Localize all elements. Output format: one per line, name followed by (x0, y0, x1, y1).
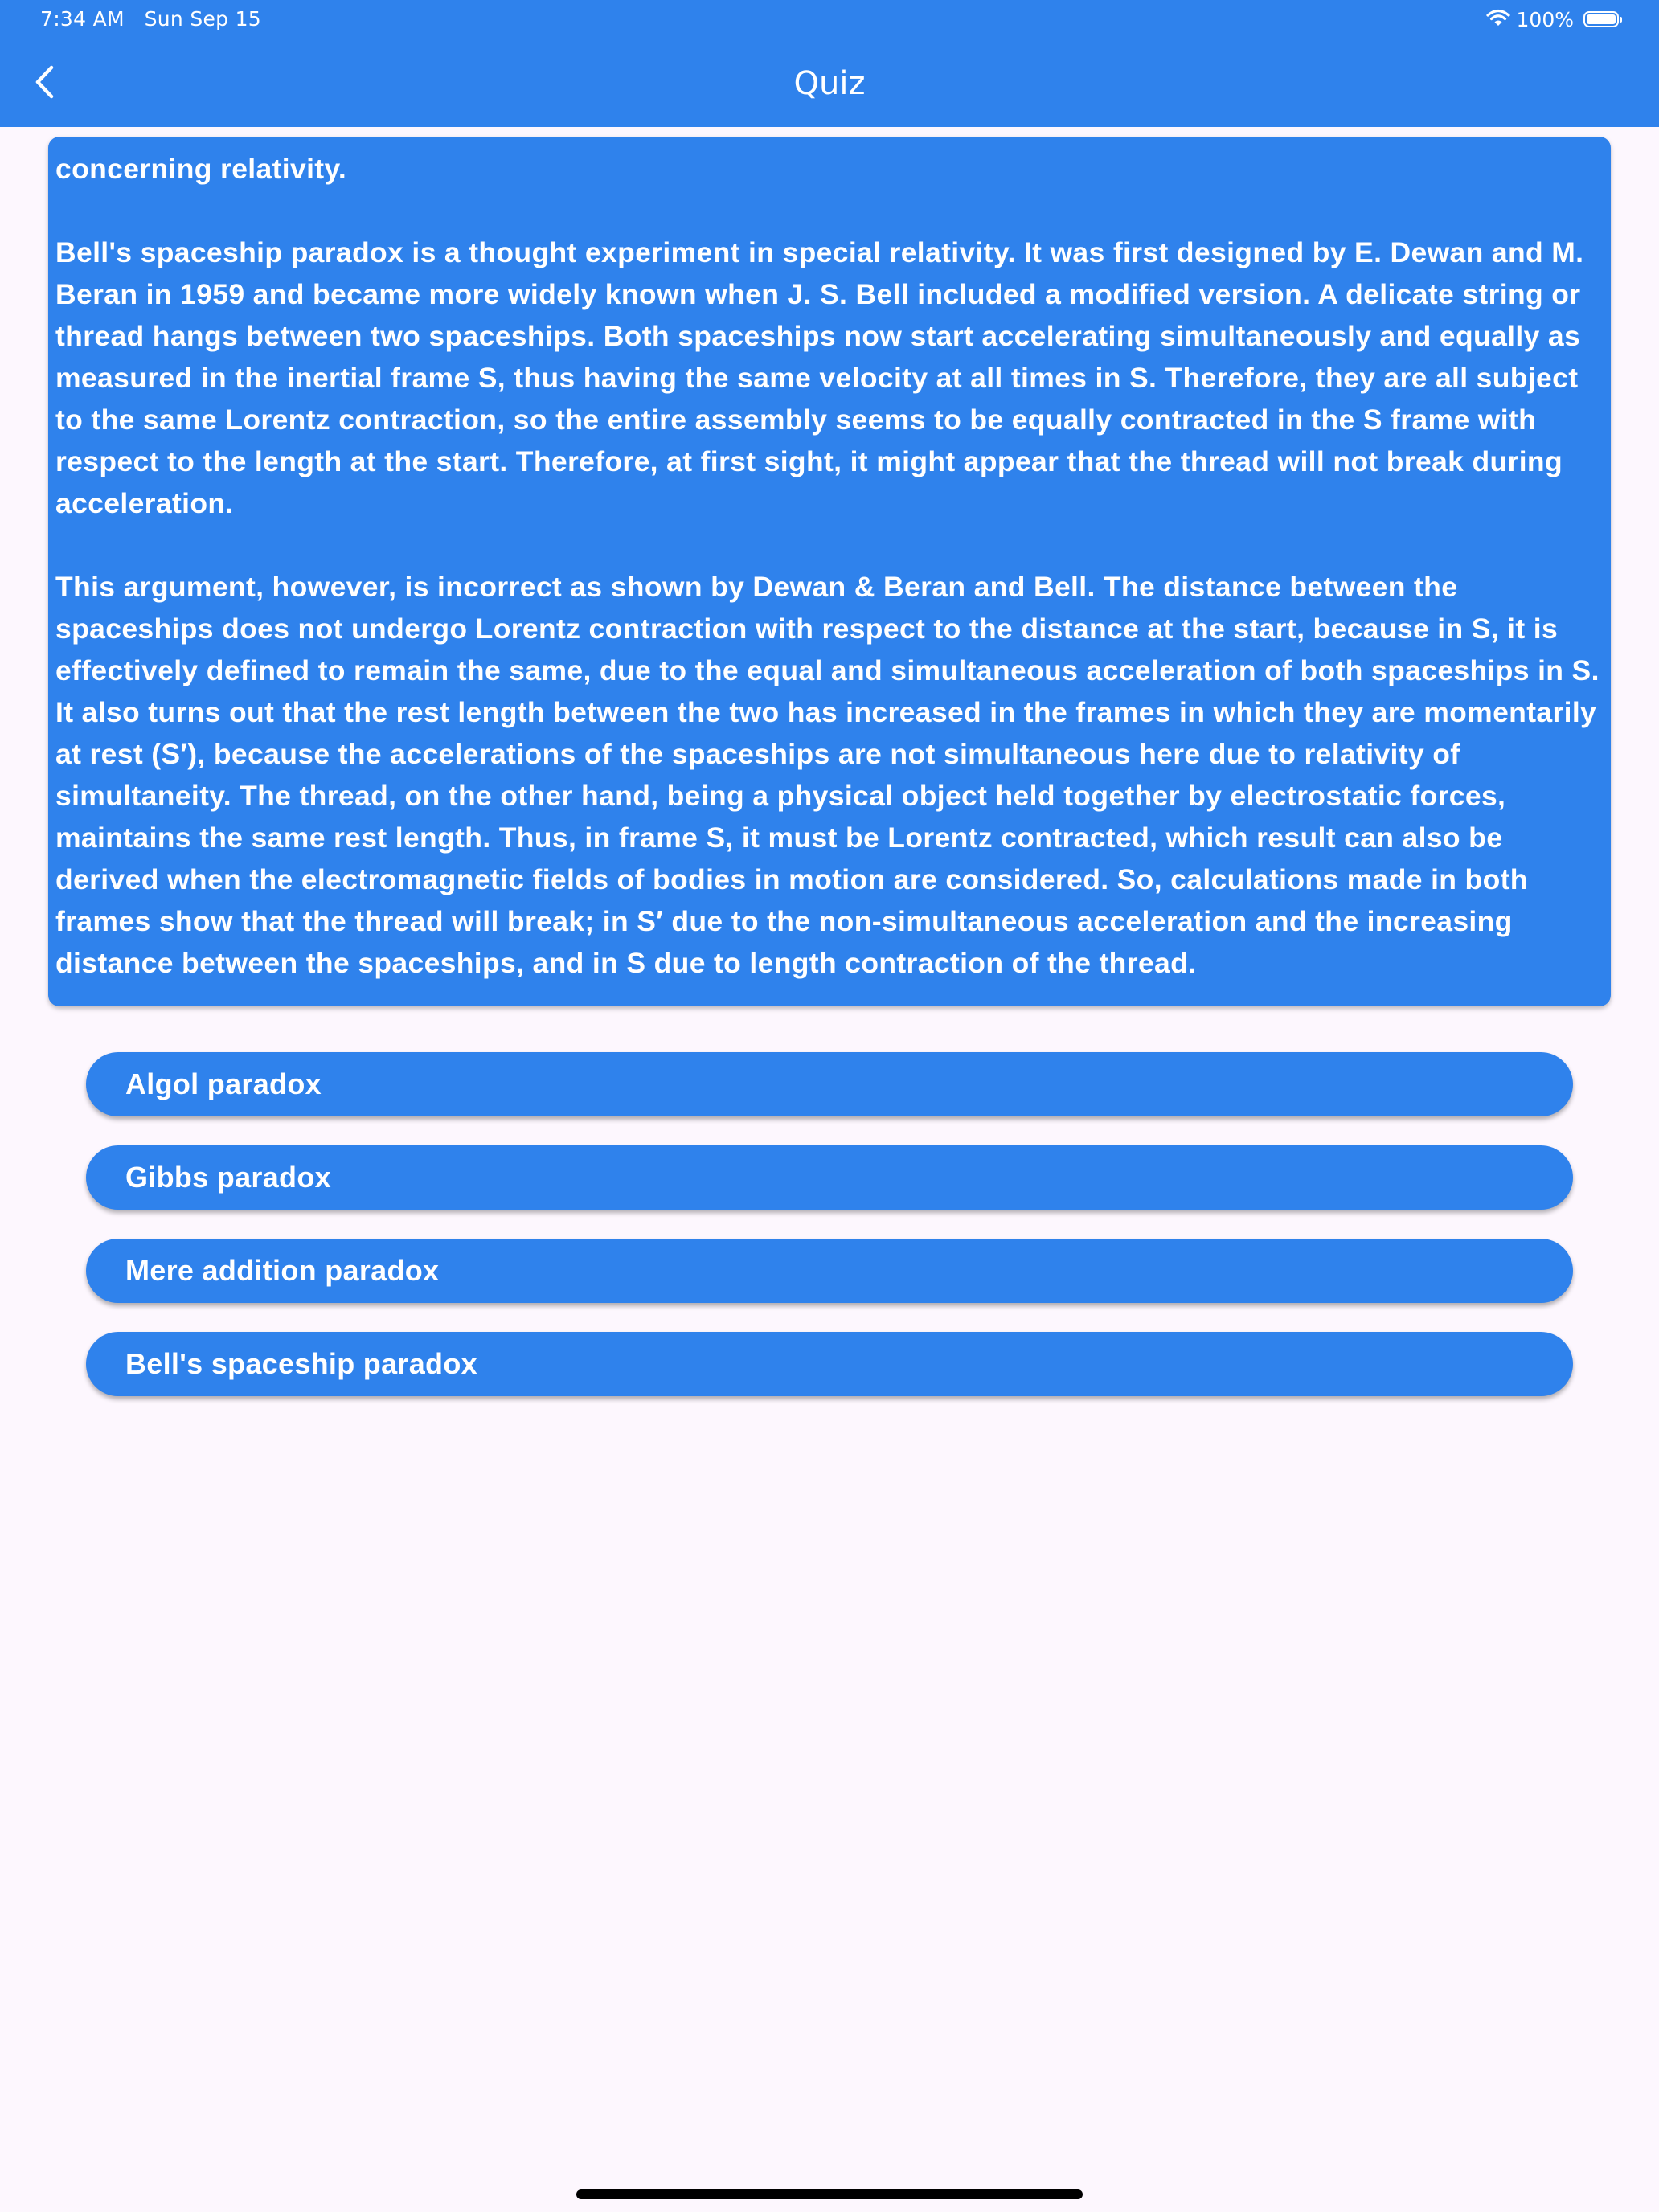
answer-button-algol-paradox[interactable] (86, 1052, 1573, 1116)
answer-label: Gibbs paradox (125, 1161, 331, 1194)
status-time-date (40, 8, 261, 31)
answer-list (86, 1052, 1573, 1425)
answer-button-mere-addition-paradox[interactable] (86, 1239, 1573, 1303)
battery-percentage: 100% (1516, 7, 1574, 31)
status-time: 7:34 AM (40, 7, 125, 31)
answer-label: Mere addition paradox (125, 1254, 440, 1287)
battery-icon (1583, 11, 1619, 27)
answer-label: Algol paradox (125, 1067, 322, 1100)
answer-button-bells-spaceship-paradox[interactable] (86, 1332, 1573, 1396)
status-date: Sun Sep 15 (144, 7, 261, 31)
answer-button-gibbs-paradox[interactable] (86, 1145, 1573, 1210)
question-card[interactable] (48, 137, 1611, 1006)
question-text: concerning relativity. Bell's spaceship paradox is a thought experiment in special relativity. It was first designed by E. Dewan and M. Beran in 1959 and became more widely known when J. S. Bell included a modified version. A delicate string or thread hangs between two spaceships. Both spaceships now start accelerating simultaneously and equally as measured in the inertial frame S, thus having the same velocity at all times in S. Therefore, they are all subject to the same Lorentz contraction, so the entire assembly seems to be equally contracted in the S frame with respect to the length at the start. Therefore, at first sight, it might appear that the thread will not break during acceleration. This argument, however, is incorrect as shown by Dewan & Beran and Bell. The distance between the spaceships does not undergo Lorentz contraction with respect to the distance at the start, because in S, it is effectively defined to remain the same, due to the equal and simultaneous acceleration of both spaceships in S. It also turns out that the rest length between the two has increased in the frames in which they are momentarily at rest (S′), because the accelerations of the spaceships are not simultaneous here due to relativity of simultaneity. The thread, on the other hand, being a physical object held together by electrostatic forces, maintains the same rest length. Thus, in frame S, it must be Lorentz contracted, which result can also be derived when the electromagnetic fields of bodies in motion are considered. So, calculations made in both frames show that the thread will break; in S′ due to the non-simultaneous acceleration and the increasing distance between the spaceships, and in S due to length contraction of the thread. (55, 153, 1600, 979)
app-bar (0, 0, 1659, 127)
answer-label: Bell's spaceship paradox (125, 1347, 477, 1380)
status-indicators (1486, 6, 1619, 32)
wifi-icon (1486, 8, 1510, 31)
home-indicator[interactable] (576, 2189, 1083, 2199)
page-title: Quiz (793, 65, 866, 102)
